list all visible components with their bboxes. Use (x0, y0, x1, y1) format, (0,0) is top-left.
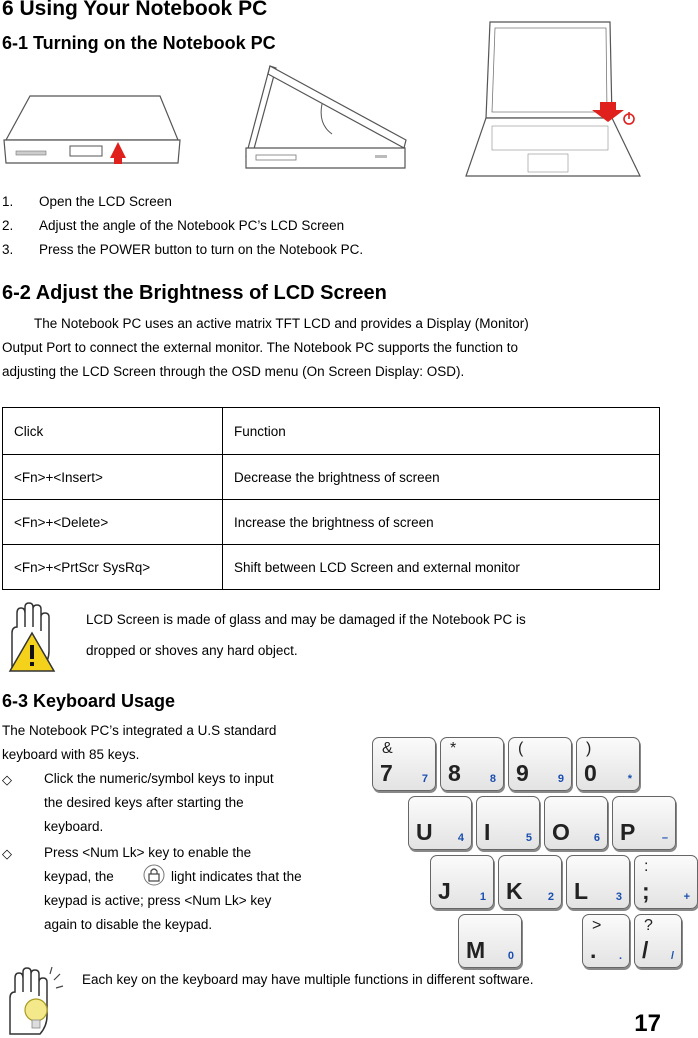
step-1-text: Open the LCD Screen (39, 194, 172, 209)
cell-key: <Fn>+<PrtScr SysRq> (3, 545, 223, 590)
laptop-open-figure (466, 22, 640, 176)
table-row (3, 545, 660, 590)
header-click: Click (3, 408, 223, 455)
bullet-2-line-1: Press <Num Lk> key to enable the (44, 845, 252, 860)
key-0: ) 0 * (576, 737, 640, 791)
key-semicolon: : ; + (634, 855, 698, 909)
section-6-3-title: 6-3 Keyboard Usage (2, 691, 176, 711)
bullet-1-line-3: keyboard. (44, 819, 104, 834)
hand-lightbulb-icon (2, 966, 64, 1036)
header-function: Function (223, 408, 660, 455)
brightness-table (2, 407, 660, 590)
cell-function: Increase the brightness of screen (223, 500, 660, 545)
bullet-2-line-4: again to disable the keypad. (44, 917, 213, 932)
diamond-outline-icon: ◇ (2, 772, 12, 787)
bullet-1-line-1: Click the numeric/symbol keys to input (44, 771, 274, 786)
keyboard-illustration (368, 734, 690, 970)
hand-warning-icon (2, 603, 60, 673)
cell-function: Shift between LCD Screen and external monitor (223, 545, 660, 590)
cell-key: <Fn>+<Delete> (3, 500, 223, 545)
step-2-number: 2. (2, 218, 14, 233)
cell-function: Decrease the brightness of screen (223, 455, 660, 500)
key-j: J 1 (430, 855, 494, 909)
section-6-1-title: 6-1 Turning on the Notebook PC (2, 33, 276, 53)
paragraph-line-3: adjusting the LCD Screen through the OSD menu (On Screen Display: OSD). (2, 364, 465, 379)
key-9: ( 9 9 (508, 737, 572, 791)
warning-line-1: LCD Screen is made of glass and may be damaged if the Notebook PC is (86, 612, 526, 627)
bullet-1-line-2: the desired keys after starting the (44, 795, 244, 810)
bullet-2-line-2b: light indicates that the (171, 869, 302, 884)
table-row (3, 500, 660, 545)
lock-indicator-icon (142, 864, 166, 886)
turning-on-illustrations (0, 56, 663, 186)
key-m: M 0 (458, 914, 522, 968)
key-8: * 8 8 (440, 737, 504, 791)
step-1-number: 1. (2, 194, 14, 209)
paragraph-line-2: Output Port to connect the external monitor. The Notebook PC supports the function to (2, 340, 519, 355)
step-2-text: Adjust the angle of the Notebook PC’s LCD Screen (39, 218, 345, 233)
key-o: O 6 (544, 796, 608, 850)
diamond-outline-icon: ◇ (2, 846, 12, 861)
key-k: K 2 (498, 855, 562, 909)
key-7: & 7 7 (372, 737, 436, 791)
key-i: I 5 (476, 796, 540, 850)
page-number: 17 (634, 1010, 661, 1037)
bullet-2-line-3: keypad is active; press <Num Lk> key (44, 893, 272, 908)
intro-line-1: The Notebook PC’s integrated a U.S standard (2, 723, 277, 738)
step-3-text: Press the POWER button to turn on the Notebook PC. (39, 242, 364, 257)
table-row (3, 455, 660, 500)
laptop-closed-figure (4, 96, 180, 164)
tip-text: Each key on the keyboard may have multiple functions in different software. (82, 972, 534, 987)
paragraph-line-1: The Notebook PC uses an active matrix TFT LCD and provides a Display (Monitor) (34, 316, 529, 331)
bullet-2-line-2a: keypad, the (44, 869, 114, 884)
key-slash: ? / / (634, 914, 682, 968)
section-6-2-title: 6-2 Adjust the Brightness of LCD Screen (2, 282, 387, 304)
step-3-number: 3. (2, 242, 14, 257)
key-p: P – (612, 796, 676, 850)
key-u: U 4 (408, 796, 472, 850)
warning-line-2: dropped or shoves any hard object. (86, 643, 298, 658)
laptop-side-figure (246, 66, 406, 168)
key-period: > . . (582, 914, 630, 968)
table-header-row (3, 408, 660, 455)
chapter-title: 6 Using Your Notebook PC (2, 0, 268, 20)
intro-line-2: keyboard with 85 keys. (2, 747, 140, 762)
cell-key: <Fn>+<Insert> (3, 455, 223, 500)
key-l: L 3 (566, 855, 630, 909)
